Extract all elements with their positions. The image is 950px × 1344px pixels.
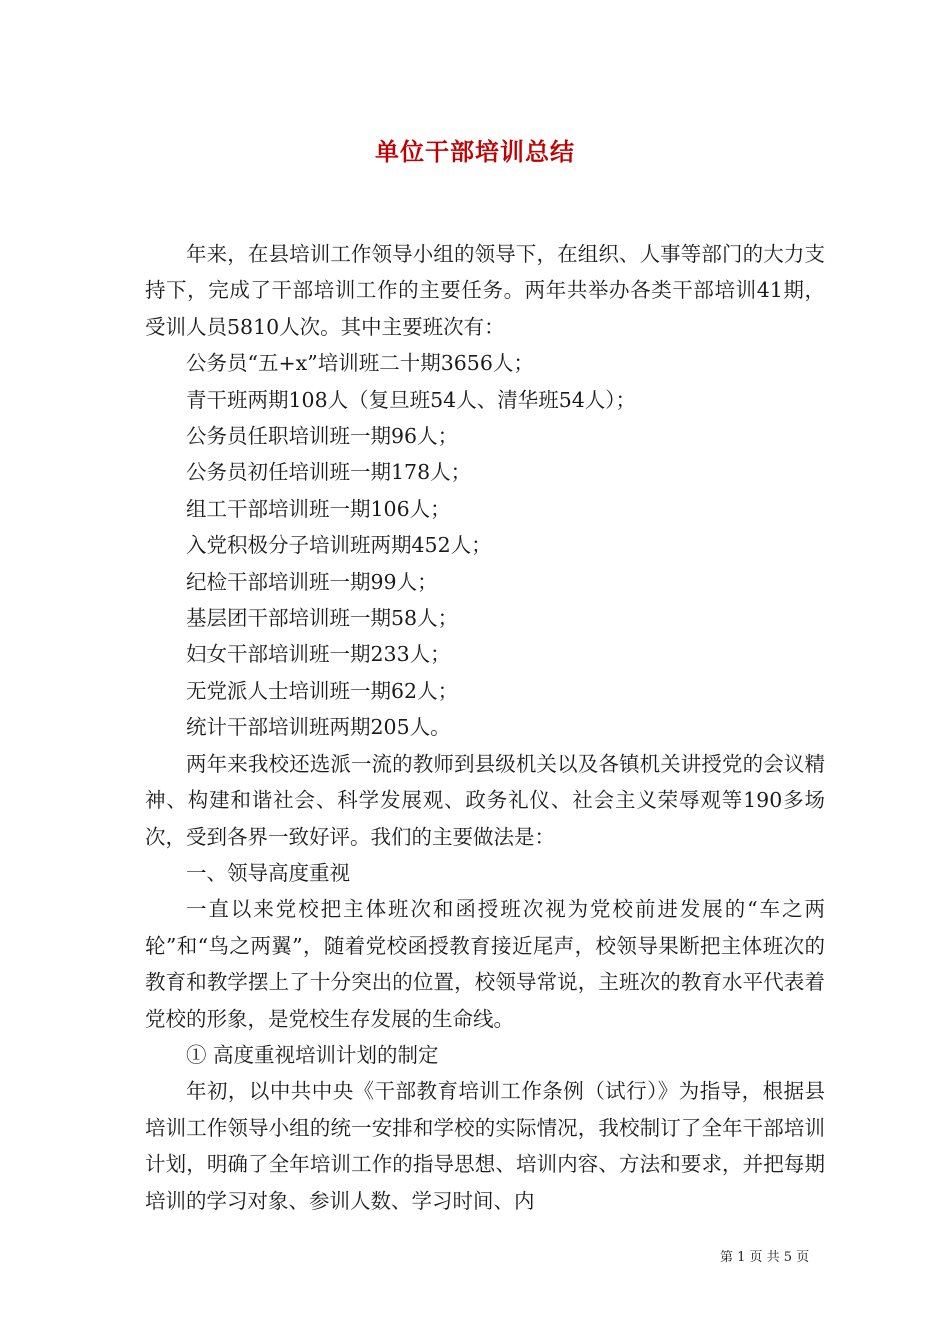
list-item: 青干班两期108人（复旦班54人、清华班54人）； [186, 387, 637, 412]
list-item: 入党积极分子培训班两期452人； [186, 533, 492, 558]
list-item: 公务员任职培训班一期96人； [186, 424, 459, 449]
paragraph: 年初，以中共中央《干部教育培训工作条例（试行）》为指导，根据县培训工作领导小组的统一安排和学校的实际情况，我校制订了全年干部培训计划，明确了全年培训工作的指导思想、培训内容、方法和要求，并把每期培训的学习对象、参训人数、学习时间、内 [145, 1079, 825, 1213]
list-item: 妇女干部培训班一期233人； [186, 642, 451, 667]
list-item: 公务员“五+x”培训班二十期3656人； [186, 351, 534, 376]
list-item: 公务员初任培训班一期178人； [186, 460, 472, 485]
list-item: 基层团干部培训班一期58人； [186, 606, 459, 631]
paragraph: 年来，在县培训工作领导小组的领导下，在组织、人事等部门的大力支持下，完成了干部培训工作的主要任务。两年共举办各类干部培训41期，受训人员5810人次。其中主要班次有： [145, 242, 825, 339]
section-heading: 一、领导高度重视 [186, 860, 350, 885]
list-item: 统计干部培训班两期205人。 [186, 715, 451, 740]
document-title: 单位干部培训总结 [375, 137, 575, 166]
document-body [145, 236, 825, 1219]
subsection-heading: ① 高度重视培训计划的制定 [186, 1042, 439, 1067]
paragraph: 两年来我校还选派一流的教师到县级机关以及各镇机关讲授党的会议精神、构建和谐社会、科学发展观、政务礼仪、社会主义荣辱观等190多场次，受到各界一致好评。我们的主要做法是： [145, 751, 825, 849]
paragraph: 一直以来党校把主体班次和函授班次视为党校前进发展的“车之两轮”和“鸟之两翼”，随着党校函授教育接近尾声，校领导果断把主体班次的教育和教学摆上了十分突出的位置，校领导常说，主班次的教育水平代表着党校的形象，是党校生存发展的生命线。 [145, 897, 825, 1031]
list-item: 组工干部培训班一期106人； [186, 496, 451, 521]
list-item: 无党派人士培训班一期62人； [186, 678, 459, 703]
list-item: 纪检干部培训班一期99人； [186, 569, 438, 594]
page-footer: 第 1 页 共 5 页 [720, 1250, 810, 1265]
